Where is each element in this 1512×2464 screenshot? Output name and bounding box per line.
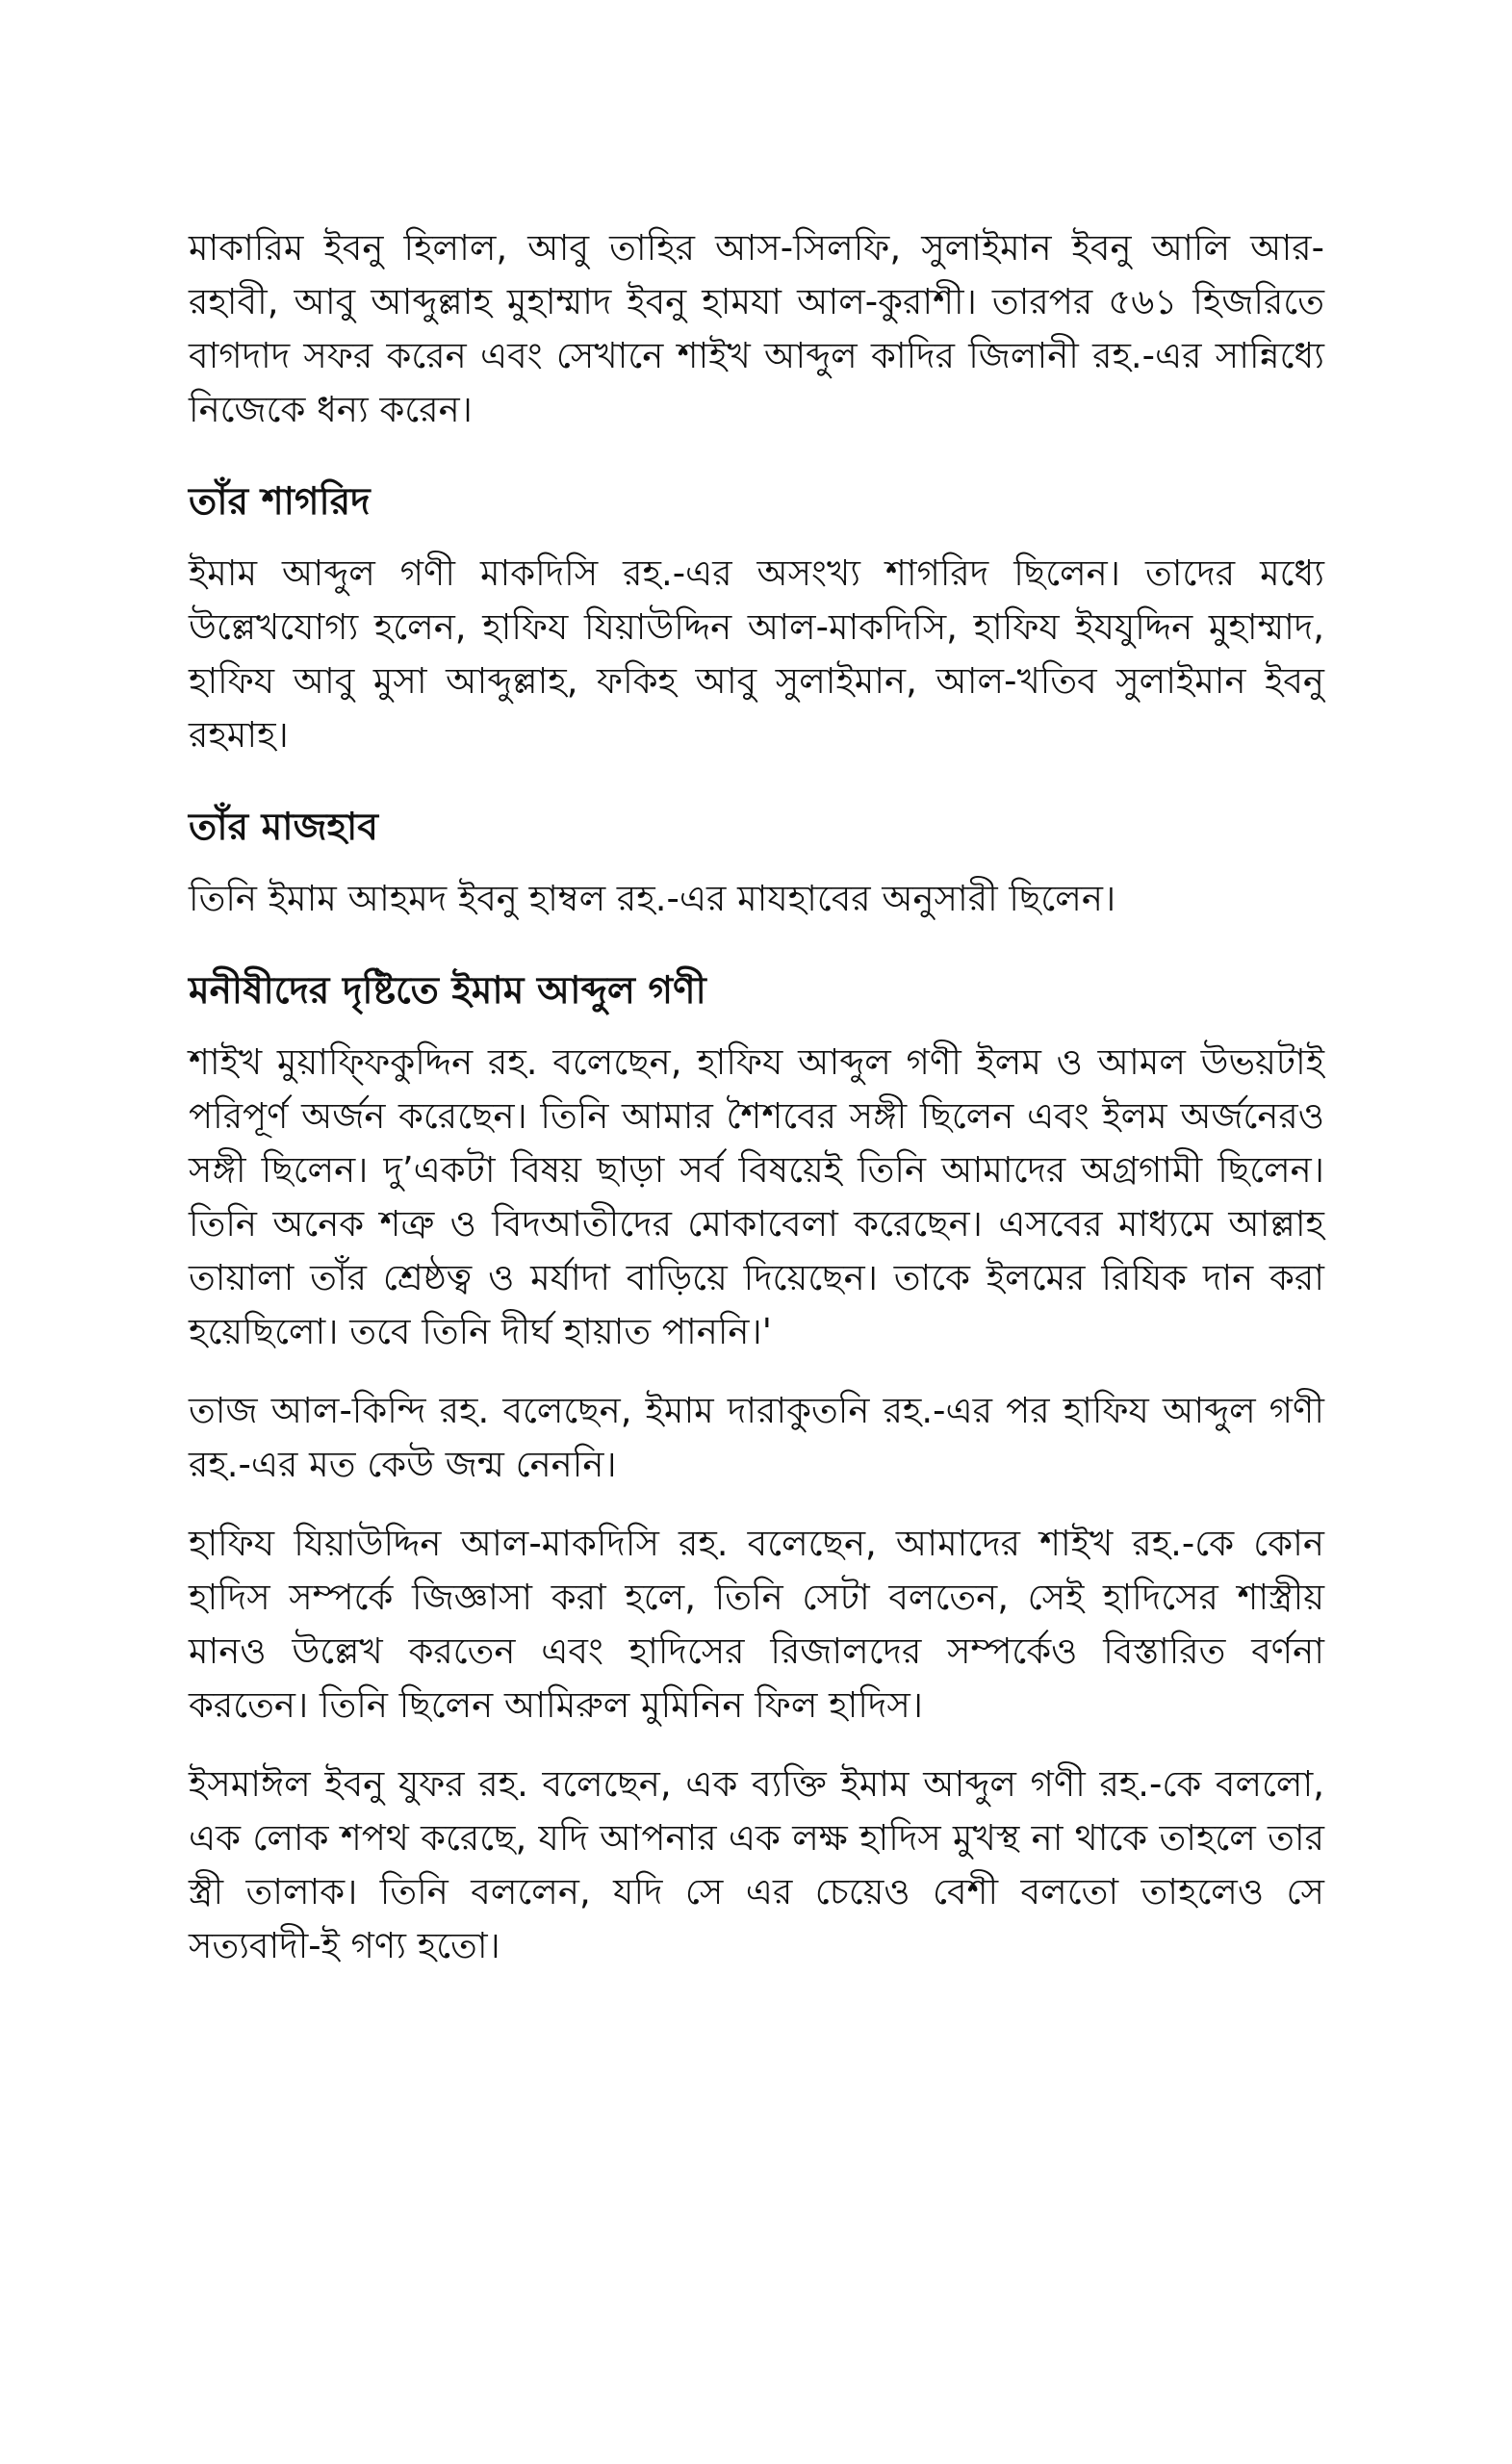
document-page	[189, 221, 1324, 1998]
scholars-view-paragraph-1: শাইখ মুয়াফ্ফিকুদ্দিন রহ. বলেছেন, হাফিয আব্দুল গণী ইলম ও আমল উভয়টাই পরিপূর্ণ অর্জন করেছেন। তিনি আমার শৈশবের সঙ্গী ছিলেন এবং ইলম অর্জনেরও সঙ্গী ছিলেন। দু’একটা বিষয় ছাড়া সর্ব বিষয়েই তিনি আমাদের অগ্রগামী ছিলেন। তিনি অনেক শত্রু ও বিদআতীদের মোকাবেলা করেছেন। এসবের মাধ্যমে আল্লাহ তায়ালা তাঁর শ্রেষ্ঠত্ব ও মর্যাদা বাড়িয়ে দিয়েছেন। তাকে ইলমের রিযিক দান করা হয়েছিলো। তবে তিনি দীর্ঘ হায়াত পাননি।'	[189, 1041, 1324, 1352]
students-paragraph: ইমাম আব্দুল গণী মাকদিসি রহ.-এর অসংখ্য শাগরিদ ছিলেন। তাদের মধ্যে উল্লেখযোগ্য হলেন, হাফিয যিয়াউদ্দিন আল-মাকদিসি, হাফিয ইযযুদ্দিন মুহাম্মাদ, হাফিয আবু মুসা আব্দুল্লাহ, ফকিহ আবু সুলাইমান, আল-খতিব সুলাইমান ইবনু রহমাহ।	[189, 552, 1324, 756]
students-heading: তাঁর শাগরিদ	[189, 480, 371, 524]
scholars-view-heading: মনীষীদের দৃষ্টিতে ইমাম আব্দুল গণী	[189, 969, 706, 1013]
madhhab-paragraph: তিনি ইমাম আহমদ ইবনু হাম্বল রহ.-এর মাযহাবের অনুসারী ছিলেন।	[189, 878, 1116, 919]
scholars-view-paragraph-3: হাফিয যিয়াউদ্দিন আল-মাকদিসি রহ. বলেছেন, আমাদের শাইখ রহ.-কে কোন হাদিস সম্পর্কে জিজ্ঞাসা করা হলে, তিনি সেটা বলতেন, সেই হাদিসের শাস্ত্রীয় মানও উল্লেখ করতেন এবং হাদিসের রিজালদের সম্পর্কেও বিস্তারিত বর্ণনা করতেন। তিনি ছিলেন আমিরুল মুমিনিন ফিল হাদিস।	[189, 1523, 1324, 1726]
madhhab-heading: তাঁর মাজহাব	[189, 806, 378, 849]
intro-paragraph: মাকারিম ইবনু হিলাল, আবু তাহির আস-সিলফি, সুলাইমান ইবনু আলি আর-রহাবী, আবু আব্দুল্লাহ মুহাম্মাদ ইবনু হামযা আল-কুরাশী। তারপর ৫৬১ হিজরিতে বাগদাদ সফর করেন এবং সেখানে শাইখ আব্দুল কাদির জিলানী রহ.-এর সান্নিধ্যে নিজেকে ধন্য করেন।	[189, 227, 1324, 430]
scholars-view-paragraph-2: তাজ আল-কিন্দি রহ. বলেছেন, ইমাম দারাকুতনি রহ.-এর পর হাফিয আব্দুল গণী রহ.-এর মত কেউ জন্ম নেননি।	[189, 1390, 1324, 1485]
scholars-view-paragraph-4: ইসমাঈল ইবনু যুফর রহ. বলেছেন, এক ব্যক্তি ইমাম আব্দুল গণী রহ.-কে বললো, এক লোক শপথ করেছে, যদি আপনার এক লক্ষ হাদিস মুখস্থ না থাকে তাহলে তার স্ত্রী তালাক। তিনি বললেন, যদি সে এর চেয়েও বেশী বলতো তাহলেও সে সত্যবাদী-ই গণ্য হতো।	[189, 1763, 1324, 1966]
